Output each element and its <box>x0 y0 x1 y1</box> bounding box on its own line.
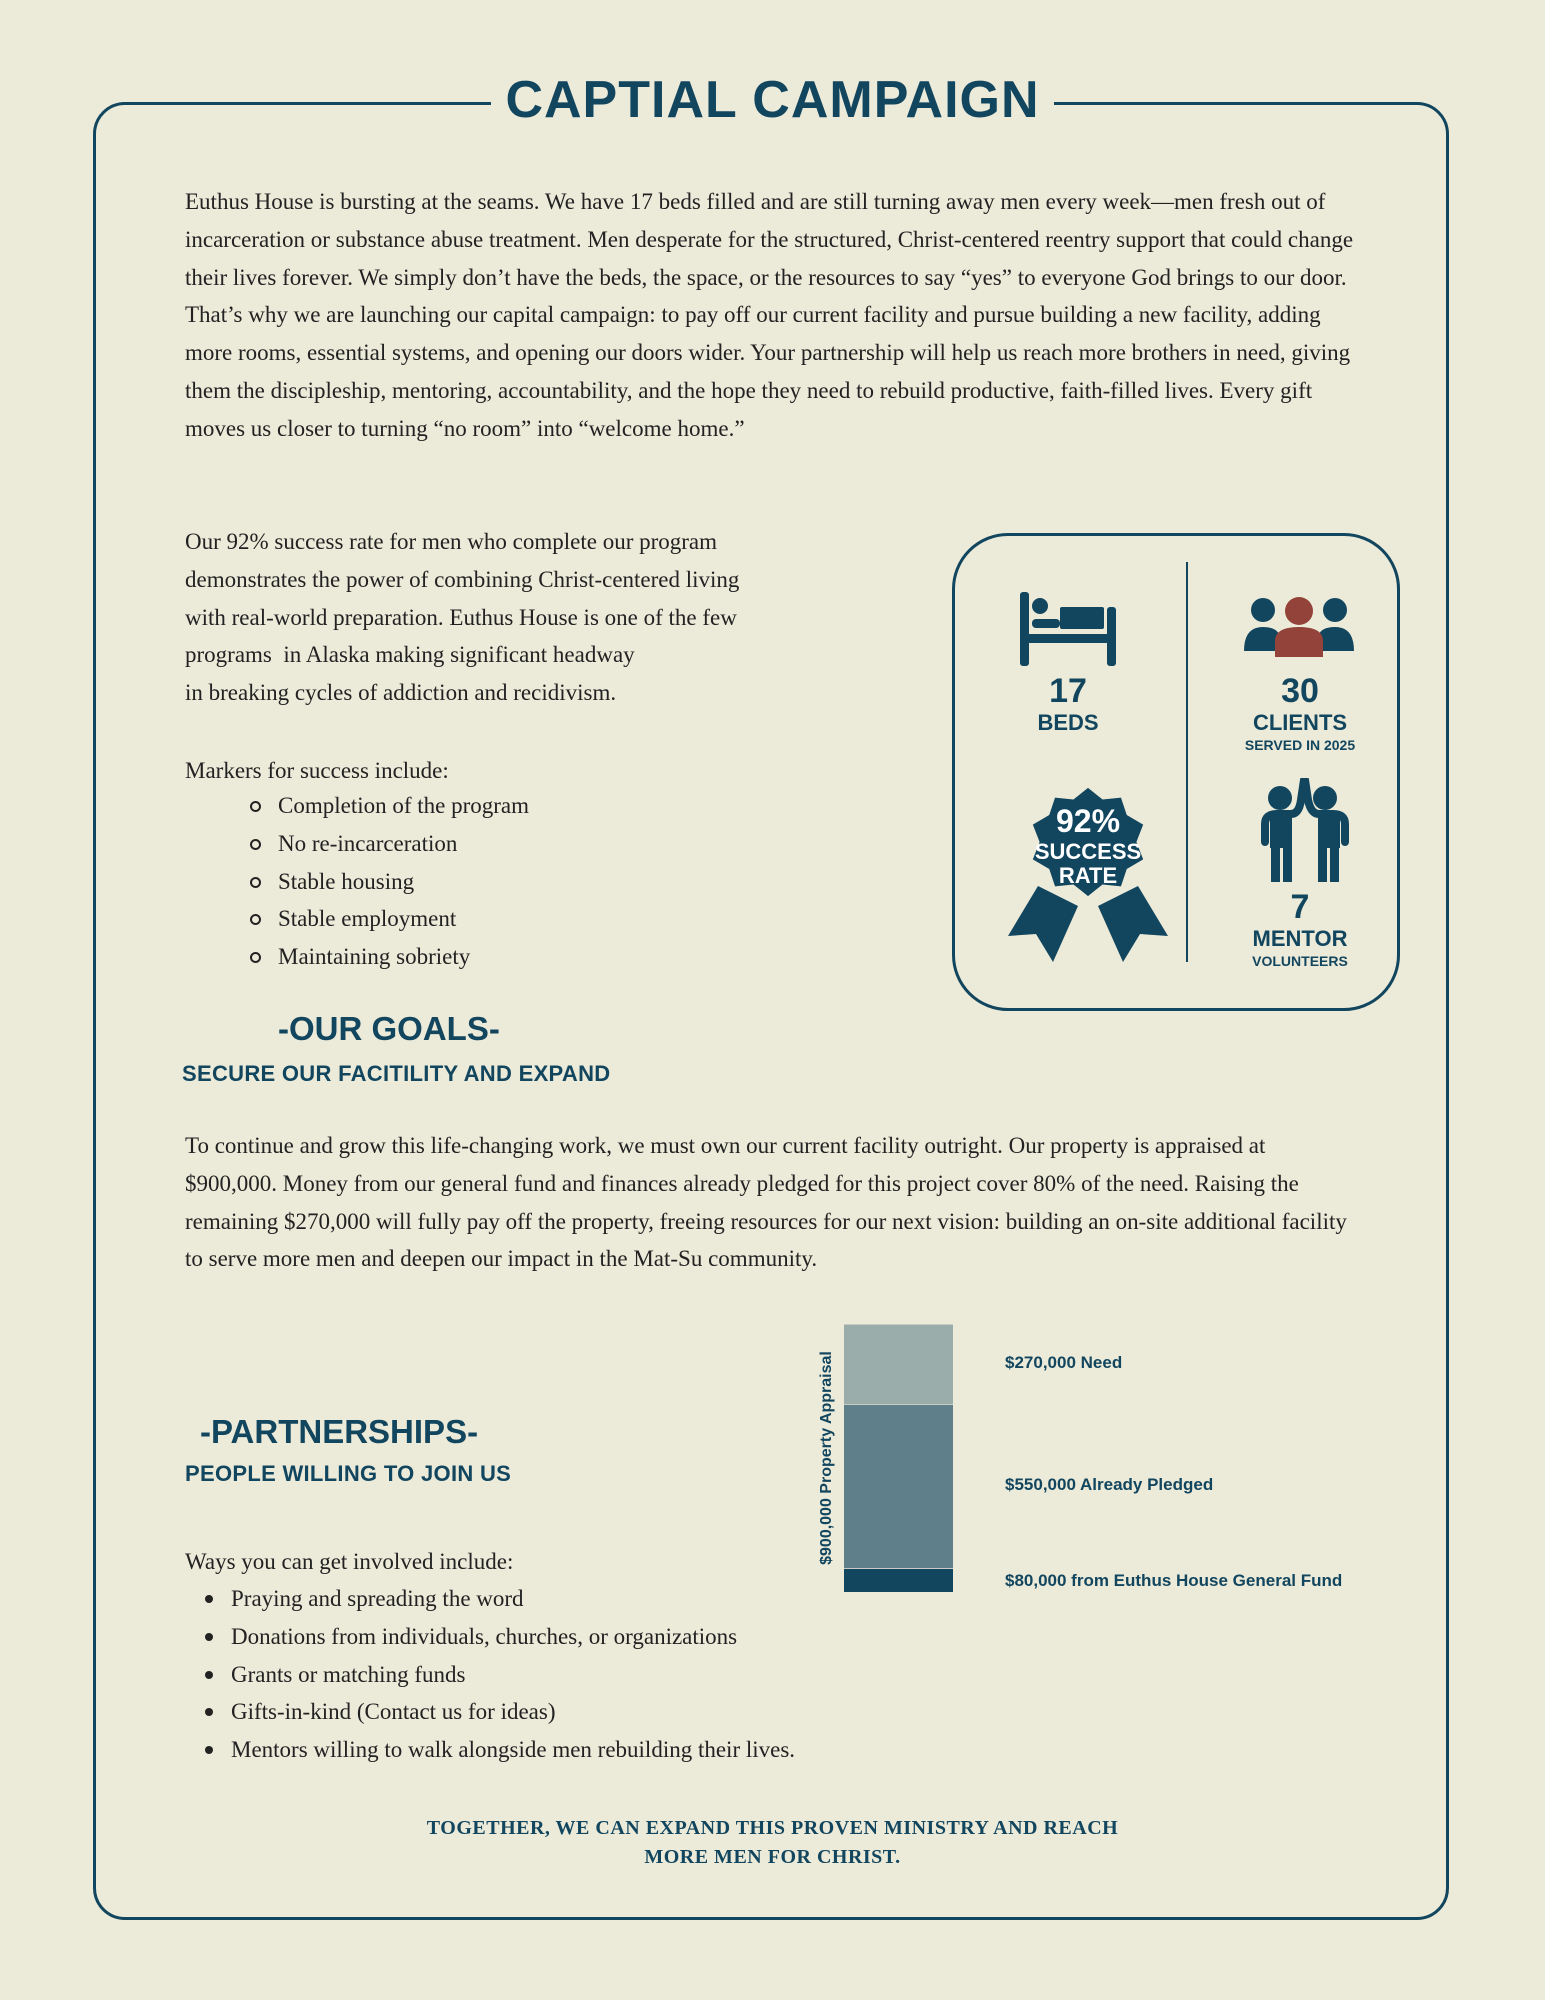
goals-heading: -OUR GOALS- <box>278 1010 500 1047</box>
list-item: Completion of the program <box>250 787 529 825</box>
beds-label: BEDS <box>1037 710 1099 735</box>
mentors-sub: VOLUNTEERS <box>1252 953 1348 969</box>
list-item: Grants or matching funds <box>205 1656 795 1694</box>
clients-number: 30 <box>1281 672 1319 710</box>
partnerships-heading: -PARTNERSHIPS- <box>200 1413 479 1450</box>
bar-segment <box>844 1324 953 1404</box>
bar-segment <box>844 1404 953 1568</box>
stat-beds <box>1000 672 1136 736</box>
stacked-bar <box>844 1324 953 1592</box>
stat-mentors <box>1220 888 1380 970</box>
ways-label: Ways you can get involved include: <box>185 1549 514 1574</box>
high-five-icon <box>1255 778 1355 884</box>
clients-label: CLIENTS <box>1252 710 1348 735</box>
success-paragraph <box>185 523 885 712</box>
success-line: demonstrates the power of combining Christ-centered living <box>185 566 740 592</box>
list-item: Gifts-in-kind (Contact us for ideas) <box>205 1693 795 1731</box>
beds-number: 17 <box>1049 672 1087 710</box>
stats-divider <box>1186 562 1188 962</box>
success-line: in breaking cycles of addiction and recidivism. <box>185 680 617 706</box>
markers-label: Markers for success include: <box>185 758 449 783</box>
list-item: Mentors willing to walk alongside men rebuilding their lives. <box>205 1731 795 1769</box>
goals-subheading: SECURE OUR FACITILITY AND EXPAND <box>182 1061 611 1086</box>
page-title-wrap <box>0 70 1545 130</box>
success-line: with real-world preparation. Euthus House is one of the few <box>185 604 737 630</box>
stat-success <box>1010 802 1166 888</box>
stat-clients <box>1220 672 1380 754</box>
success-label: SUCCESS <box>1034 839 1142 864</box>
people-group-icon <box>1244 597 1354 657</box>
success-number: 92% <box>1055 803 1121 839</box>
success-label2: RATE <box>1058 863 1118 888</box>
mentors-number: 7 <box>1290 888 1310 926</box>
markers-list <box>250 787 529 976</box>
bar-segment <box>844 1568 953 1592</box>
chart-ylabel-wrap <box>812 1324 842 1592</box>
clients-sub: SERVED IN 2025 <box>1244 737 1356 753</box>
footer-callout <box>300 1814 1245 1872</box>
list-item: Praying and spreading the word <box>205 1580 795 1618</box>
mentors-label: MENTOR <box>1252 926 1348 951</box>
success-line: programs in Alaska making significant headway <box>185 642 635 668</box>
goals-paragraph: To continue and grow this life-changing work, we must own our current facility outright. Our property is appraised at $900,000. Money from our general fund and finances already pledged for this project cover 80% of the need. Raising the remaining $270,000 will fully pay off the property, freeing resources for our next vision: building an on-site additional facility to serve more men and deepen our impact in the Mat-Su community. <box>185 1133 1347 1272</box>
list-item: No re-incarceration <box>250 825 529 863</box>
bar-segment-label: $80,000 from Euthus House General Fund <box>1005 1571 1343 1591</box>
success-line: Our 92% success rate for men who complete our program <box>185 529 718 554</box>
partnerships-subheading: PEOPLE WILLING TO JOIN US <box>185 1461 512 1486</box>
footer-line2: MORE MEN FOR CHRIST. <box>644 1846 901 1868</box>
list-item: Donations from individuals, churches, or organizations <box>205 1618 795 1656</box>
intro-paragraph: Euthus House is bursting at the seams. We have 17 beds filled and are still turning away men every week—men fresh out of incarceration or substance abuse treatment. Men desperate for the structured, Christ-centered reentry support that could change their lives forever. We simply don’t have the beds, the space, or the resources to say “yes” to everyone God brings to our door. That’s why we are launching our capital campaign: to pay off our current facility and pursue building a new facility, adding more rooms, essential systems, and opening our doors wider. Your partnership will help us reach more brothers in need, giving them the discipleship, mentoring, accountability, and the hope they need to rebuild productive, faith-filled lives. Every gift moves us closer to turning “no room” into “welcome home.” <box>185 189 1354 441</box>
footer-line1: TOGETHER, WE CAN EXPAND THIS PROVEN MINISTRY AND REACH <box>426 1817 1119 1839</box>
bed-icon <box>1020 592 1116 666</box>
ways-list <box>205 1580 795 1769</box>
bar-segment-label: $550,000 Already Pledged <box>1005 1475 1214 1495</box>
list-item: Stable housing <box>250 863 529 901</box>
list-item: Maintaining sobriety <box>250 938 529 976</box>
chart-ylabel: $900,000 Property Appraisal <box>818 1351 835 1565</box>
list-item: Stable employment <box>250 900 529 938</box>
page-title: CAPTIAL CAMPAIGN <box>491 71 1053 129</box>
bar-segment-label: $270,000 Need <box>1005 1353 1123 1373</box>
